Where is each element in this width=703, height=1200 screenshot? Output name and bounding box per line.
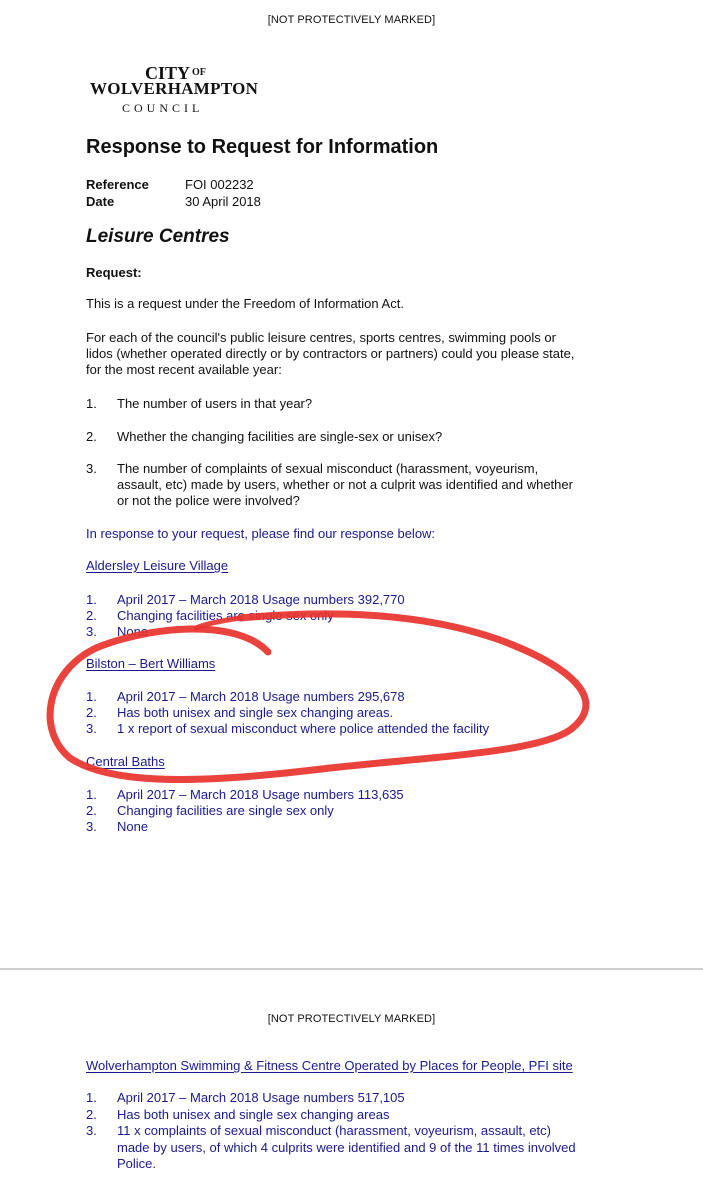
item-text: Police. <box>117 1156 157 1171</box>
question-text: Whether the changing facilities are single-sex or unisex? <box>117 429 443 444</box>
item-text: None <box>117 624 149 639</box>
request-paragraph-line: lidos (whether operated directly or by contractors or partners) could you please state, <box>86 346 575 361</box>
item-number: 2. <box>86 705 97 720</box>
item-text: April 2017 – March 2018 Usage numbers 295,678 <box>117 689 405 704</box>
item-number: 1. <box>86 689 97 704</box>
centre-heading: Central Baths <box>86 754 165 769</box>
item-number: 3. <box>86 819 97 834</box>
item-text: April 2017 – March 2018 Usage numbers 392,770 <box>117 592 405 607</box>
question-number: 2. <box>86 429 97 444</box>
date-value: 30 April 2018 <box>185 194 261 209</box>
item-text: None <box>117 819 149 834</box>
question-text: The number of users in that year? <box>117 396 313 411</box>
item-text: April 2017 – March 2018 Usage numbers 113,635 <box>117 787 404 802</box>
item-number: 3. <box>86 721 97 736</box>
request-heading: Request: <box>86 265 142 280</box>
reference-value: FOI 002232 <box>185 177 254 192</box>
request-intro: This is a request under the Freedom of Information Act. <box>86 296 404 311</box>
page-divider <box>0 968 703 970</box>
centre-heading: Aldersley Leisure Village <box>86 558 229 573</box>
question-text: assault, etc) made by users, whether or not a culprit was identified and whether <box>117 477 573 492</box>
request-paragraph-line: For each of the council's public leisure centres, sports centres, swimming pools or <box>86 330 556 345</box>
logo-line-city: CITY $^{OF}$ <box>145 63 206 83</box>
logo-line-council: COUNCIL <box>122 101 204 115</box>
centre-heading: Bilston – Bert Williams <box>86 656 216 671</box>
protective-marking: [NOT PROTECTIVELY MARKED] <box>267 14 436 26</box>
document-title: Response to Request for Information <box>86 136 439 158</box>
item-text: 1 x report of sexual misconduct where police attended the facility <box>117 721 490 736</box>
response-intro: In response to your request, please find our response below: <box>86 526 436 541</box>
question-number: 1. <box>86 396 97 411</box>
reference-label: Reference <box>86 177 149 192</box>
item-number: 1. <box>86 1090 97 1105</box>
question-text: The number of complaints of sexual misconduct (harassment, voyeurism, <box>117 461 539 476</box>
item-text: Changing facilities are single sex only <box>117 803 334 818</box>
question-text: or not the police were involved? <box>117 493 300 508</box>
question-number: 3. <box>86 461 97 476</box>
item-text: 11 x complaints of sexual misconduct (harassment, voyeurism, assault, etc) <box>117 1123 551 1138</box>
item-number: 2. <box>86 608 97 623</box>
date-label: Date <box>86 194 115 209</box>
logo-line-wolverhampton: WOLVERHAMPTON <box>90 79 259 98</box>
item-number: 2. <box>86 1107 97 1122</box>
item-number: 2. <box>86 803 97 818</box>
item-text: April 2017 – March 2018 Usage numbers 517,105 <box>117 1090 405 1105</box>
request-paragraph-line: for the most recent available year: <box>86 362 282 377</box>
protective-marking: [NOT PROTECTIVELY MARKED] <box>267 1013 436 1025</box>
item-number: 1. <box>86 592 97 607</box>
item-text: made by users, of which 4 culprits were identified and 9 of the 11 times involved <box>117 1140 576 1155</box>
item-text: Has both unisex and single sex changing areas <box>117 1107 390 1122</box>
request-subject: Leisure Centres <box>86 226 230 247</box>
item-text: Has both unisex and single sex changing areas. <box>117 705 394 720</box>
item-number: 3. <box>86 624 97 639</box>
item-number: 1. <box>86 787 97 802</box>
item-number: 3. <box>86 1123 97 1138</box>
item-text: Changing facilities are single sex only <box>117 608 334 623</box>
centre-heading: Wolverhampton Swimming & Fitness Centre Operated by Places for People, PFI site <box>86 1058 573 1073</box>
